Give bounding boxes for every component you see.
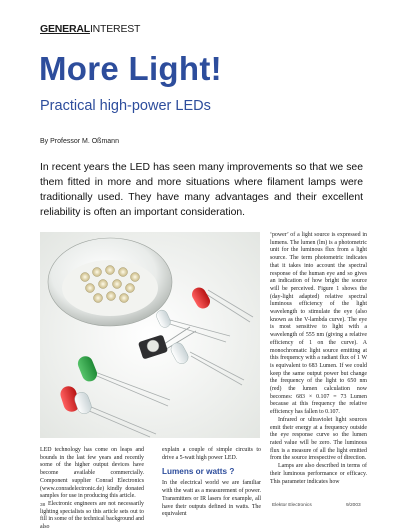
article-subtitle: Practical high-power LEDs	[40, 98, 211, 114]
section-subhead: Lumens or watts ?	[162, 467, 235, 477]
article-title: More Light!	[39, 50, 222, 87]
intro-paragraph: In recent years the LED has seen many improvements so that we see them fitted in more and more situations where filament lamps were traditionally used. They have many advantages and their excellent reliability is often an important consideration.	[40, 162, 363, 218]
column-right-para-3: Lamps are also described in terms of their luminous performance or efficacy. This parameter indicates how	[270, 463, 367, 485]
column-middle-para-1: explain a couple of simple circuits to drive a 5-watt high power LED.	[162, 447, 261, 461]
section-tag-bold: GENERAL	[40, 23, 90, 35]
column-right-para-2: Infrared or ultraviolet light sources emit their energy at a frequency outside the eye response curve so the lumen rated value will be zero. The luminous flux is a measure of all the light emitted from the source irrespective of direction.	[270, 416, 367, 462]
column-right	[270, 232, 367, 486]
page-number: 38	[40, 503, 46, 508]
column-middle-para-2: In the electrical world we are familiar with the watt as a measurement of power. Transmitters or IR lasers for example, all have their outputs defined in watts. The equivalent	[162, 480, 261, 518]
byline: By Professor M. Oßmann	[40, 138, 119, 145]
section-tag-light: INTEREST	[89, 23, 141, 35]
magazine-name: Elektor Electronics	[272, 503, 312, 508]
column-left-para-1: LED technology has come on leaps and bounds in the last few years and recently some of the higher output devices have become available commercially. Component supplier Conrad Electronics (www.conradelectronic.de) kindly donated samples for use in producing this article.	[40, 447, 144, 500]
led-photo-illustration	[40, 232, 260, 438]
column-left-para-2: Electronic engineers are not necessarily lighting specialists so this article sets out to fill in some of the technical background and also	[40, 500, 144, 531]
column-right-para-1: ‘power’ of a light source is expressed in lumens. The lumen (lm) is a photometric unit for the luminous flux from a light source. The term photometric indicates that it takes into account the spectral response of the human eye and so gives an indication of how bright the source will be perceived. Figure 1 shows the (day-light adapted) relative spectral luminous efficiency of the light wavelength to stimulate the eye (also known as the V-lambda curve). The eye is most sensitive to light with a wavelength of 555 nm (giving a relative efficiency of 1 on the curve). A monochromatic light source emitting at this frequency with a radiant flux of 1 W is equivalent to 683 Lumen. If we could keep the same output power but change the frequency of the light to 650 nm (red) the lumen calculation now becomes: 683 × 0.107 = 73 Lumen because at this frequency the relative efficiency has fallen to 0.107.	[270, 232, 367, 416]
column-left	[40, 447, 144, 532]
led-photo	[40, 232, 260, 438]
column-middle	[162, 447, 261, 519]
section-tag	[40, 23, 140, 35]
issue-date: 9/2003	[346, 503, 361, 508]
